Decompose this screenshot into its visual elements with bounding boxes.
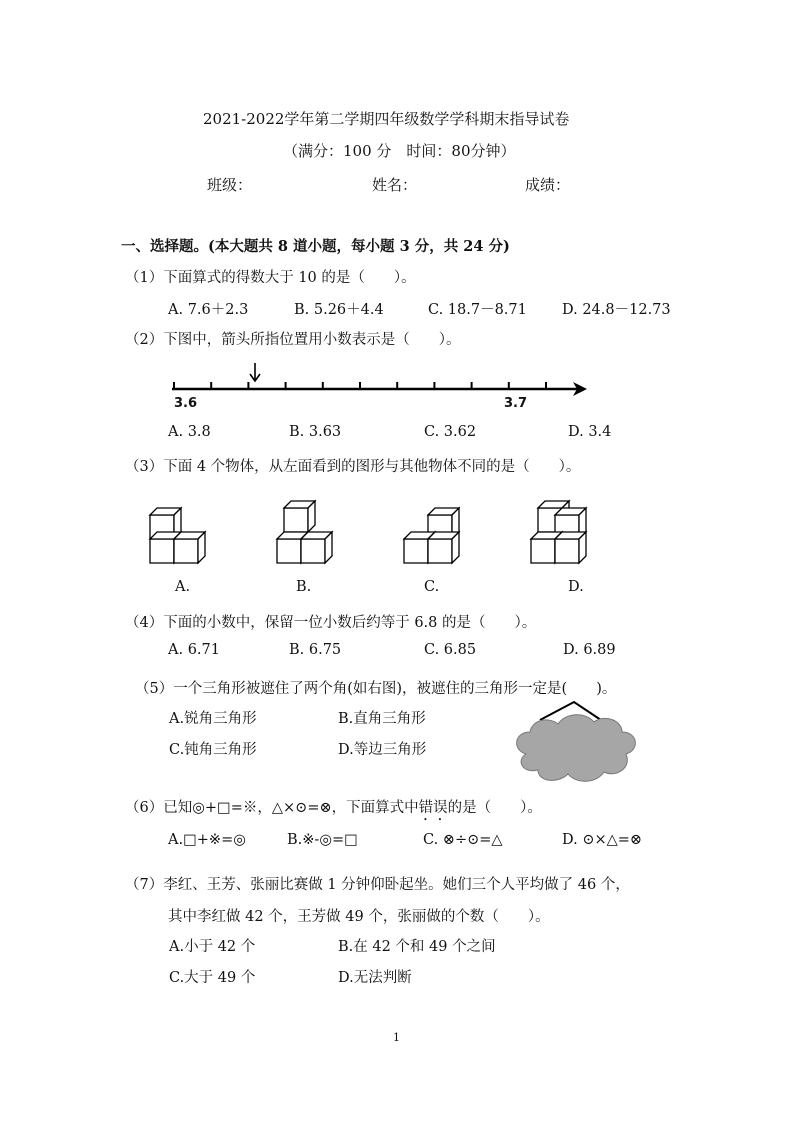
q1-option-c[interactable]: C. 18.7－8.71 [428, 302, 527, 318]
cube-figure-d [531, 501, 586, 563]
q3-label-b[interactable]: B. [296, 579, 312, 595]
cube [301, 532, 332, 563]
exam-subtitle: （满分：100 分 时间：80分钟） [283, 142, 516, 160]
cube-figure-c [404, 508, 459, 563]
q3-label-a[interactable]: A. [175, 579, 191, 595]
number-line [172, 363, 587, 396]
q2-option-a[interactable]: A. 3.8 [168, 424, 211, 440]
cube [428, 532, 459, 563]
q3-label-d[interactable]: D. [568, 579, 584, 595]
page-number: 1 [393, 1031, 400, 1044]
q6-option-c[interactable]: C. ⊗÷⊙=△ [423, 832, 503, 848]
question-5-stem: （5）一个三角形被遮住了两个角(如右图)，被遮住的三角形一定是( )。 [135, 681, 617, 697]
cube-figure-a [150, 508, 205, 563]
q7-option-a[interactable]: A.小于 42 个 [169, 939, 256, 955]
number-line-end-label: 3.7 [504, 396, 528, 411]
number-line-start-label: 3.6 [174, 396, 198, 411]
q2-option-c[interactable]: C. 3.62 [424, 424, 477, 440]
q2-option-b[interactable]: B. 3.63 [289, 424, 342, 440]
q6-stem-suffix: 的是（ ）。 [447, 800, 542, 816]
q5-option-c[interactable]: C.钝角三角形 [169, 742, 257, 758]
q1-option-b[interactable]: B. 5.26＋4.4 [294, 302, 384, 318]
q6-stem-emphasis: 错误 [418, 800, 448, 816]
exam-title: 2021-2022学年第二学期四年级数学学科期末指导试卷 [203, 110, 570, 128]
cube [555, 532, 586, 563]
q7-option-c[interactable]: C.大于 49 个 [169, 970, 256, 986]
q5-option-a[interactable]: A.锐角三角形 [169, 711, 257, 727]
q4-option-b[interactable]: B. 6.75 [289, 642, 342, 658]
q5-option-d[interactable]: D.等边三角形 [338, 742, 427, 758]
section-heading: 一、选择题。(本大题共 8 道小题，每小题 3 分，共 24 分) [121, 238, 510, 255]
q6-stem-prefix: （6）已知◎+□=※，△×⊙=⊗，下面算式中 [125, 800, 419, 816]
cube-figure-b [277, 501, 332, 563]
q5-option-b[interactable]: B.直角三角形 [338, 711, 426, 727]
q6-option-a[interactable]: A.□+※=◎ [168, 832, 246, 848]
cloud-icon [517, 715, 636, 782]
cube [284, 501, 315, 532]
q3-label-c[interactable]: C. [424, 579, 440, 595]
q7-option-b[interactable]: B.在 42 个和 49 个之间 [338, 939, 496, 955]
q1-option-a[interactable]: A. 7.6＋2.3 [168, 302, 249, 318]
question-2-stem: （2）下图中，箭头所指位置用小数表示是（ ）。 [125, 332, 461, 348]
q4-option-d[interactable]: D. 6.89 [563, 642, 616, 658]
cube-figures [140, 505, 620, 575]
down-arrow-icon [250, 363, 260, 381]
q4-option-c[interactable]: C. 6.85 [424, 642, 477, 658]
q1-option-d[interactable]: D. 24.8－12.73 [562, 302, 671, 318]
name-field-label: 姓名： [372, 176, 418, 194]
cube [174, 532, 205, 563]
number-line-figure [165, 360, 595, 410]
question-4-stem: （4）下面的小数中，保留一位小数后约等于 6.8 的是（ ）。 [125, 615, 537, 631]
q2-option-d[interactable]: D. 3.4 [568, 424, 612, 440]
score-field-label: 成绩： [525, 176, 571, 194]
question-7-stem-line-2: 其中李红做 42 个，王芳做 49 个，张丽做的个数（ ）。 [168, 909, 550, 925]
q6-option-b[interactable]: B.※-◎=□ [287, 832, 358, 848]
question-7-stem-line-1: （7）李红、王芳、张丽比赛做 1 分钟仰卧起坐。她们三个人平均做了 46 个， [125, 877, 630, 893]
q7-option-d[interactable]: D.无法判断 [338, 970, 412, 986]
q4-option-a[interactable]: A. 6.71 [168, 642, 220, 658]
q6-option-d[interactable]: D. ⊙×△=⊗ [562, 832, 643, 848]
class-field-label: 班级： [207, 176, 253, 194]
question-3-stem: （3）下面 4 个物体，从左面看到的图形与其他物体不同的是（ ）。 [125, 459, 581, 475]
question-1-stem: （1）下面算式的得数大于 10 的是（ ）。 [125, 270, 416, 286]
covered-triangle-figure [512, 698, 642, 788]
question-6-stem [125, 796, 542, 824]
